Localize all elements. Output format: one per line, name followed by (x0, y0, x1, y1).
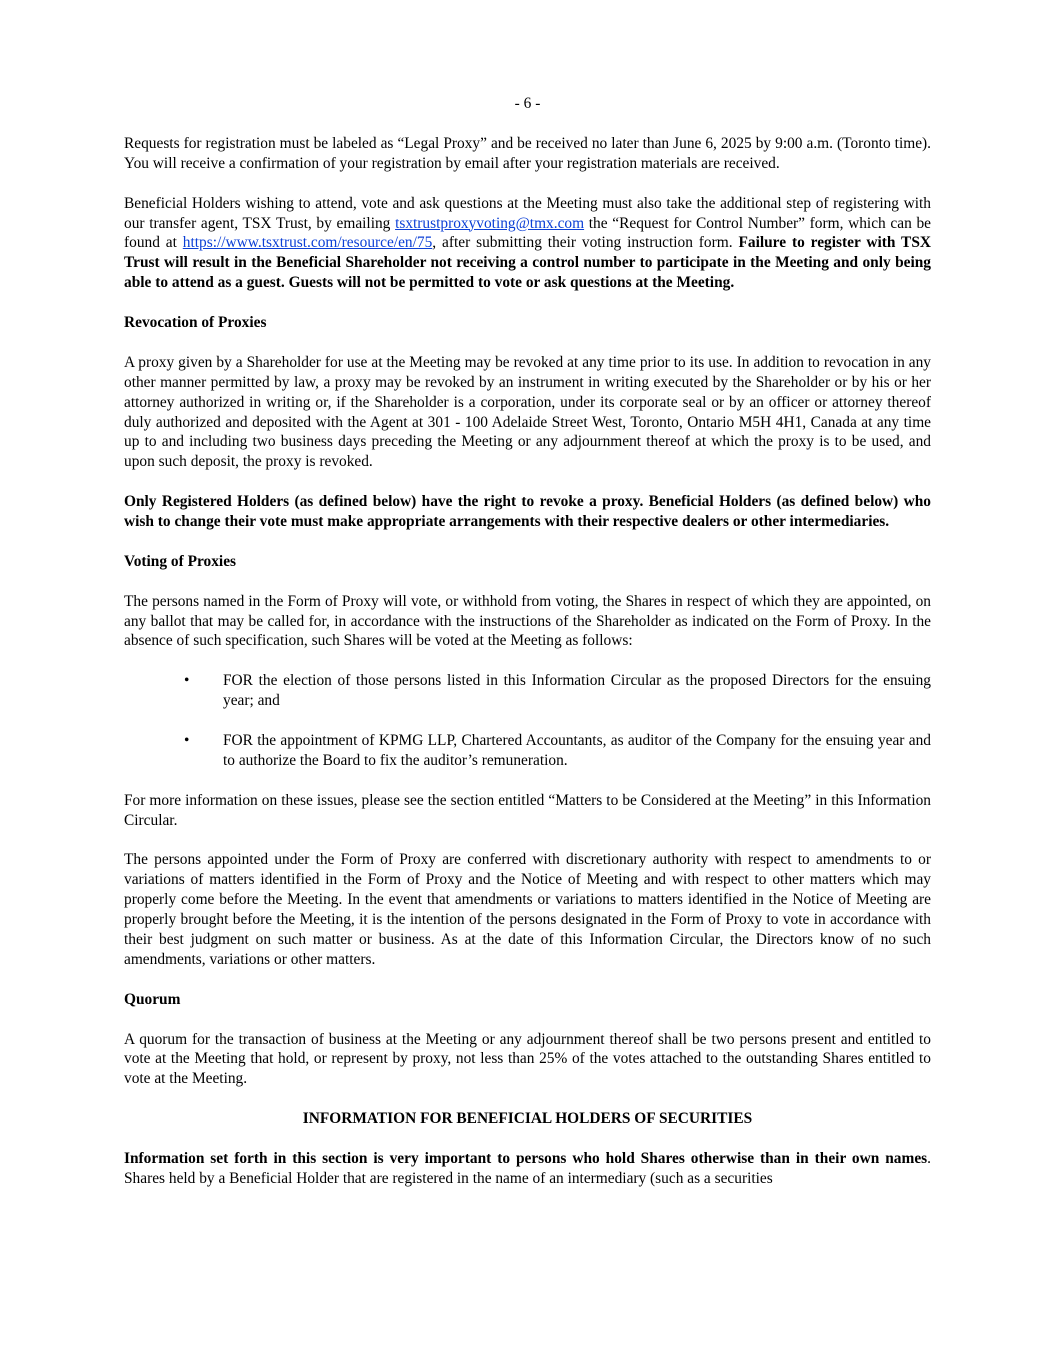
section-heading-voting: Voting of Proxies (124, 552, 237, 570)
section-heading-revocation: Revocation of Proxies (124, 314, 267, 332)
paragraph-legal-proxy-registration: Requests for registration must be labeled as “Legal Proxy” and be received no later than June 6, 2025 by 9:00 a.m. (Toronto time). You will receive a confirmation of your registration by email after your registration materials are received. (124, 134, 931, 172)
list-item-text: FOR the election of those persons listed in this Information Circular as the proposed Directors for the ensuing year; and (223, 672, 931, 710)
paragraph-text: Beneficial Holders wishing to attend, vote and ask questions at the Meeting must also take the additional step of registering with our transfer agent, TSX Trust, by emailing (124, 194, 931, 232)
paragraph-discretionary-authority: The persons appointed under the Form of Proxy are conferred with discretionary authority with respect to amendments to or variations of matters identified in the Form of Proxy and the Notice of Meeting and with respect to other matters which may properly come before the Meeting. In the event that amendments or variations to matters identified in the Notice of Meeting are properly brought before the Meeting, it is the intention of the persons designated in the Form of Proxy to vote in accordance with their best judgment on such matter or business. As at the date of this Information Circular, the Directors know of no such amendments, variations or other matters. (124, 851, 931, 968)
document-page (124, 94, 931, 1209)
bold-notice-text: Only Registered Holders (as defined below) have the right to revoke a proxy. Beneficial Holders (as defined below) who wish to change their vote must make appropriate arrangements with their respective dealers or other intermediaries. (124, 493, 931, 531)
url-link[interactable]: https://www.tsxtrust.com/resource/en/75 (182, 234, 433, 252)
bold-warning-text: Failure to register with TSX Trust will result in the Beneficial Shareholder not receiving a control number to participate in the Meeting and only being able to attend as a guest. Guests will not be permitted to vote or ask questions at the Meeting. (124, 234, 931, 292)
email-link[interactable]: tsxtrustproxyvoting@tmx.com (395, 214, 585, 232)
section-heading-quorum: Quorum (124, 990, 181, 1008)
paragraph-control-number-registration (124, 194, 931, 294)
paragraph-text: , after submitting their voting instruction form. (432, 234, 739, 252)
list-item-text: FOR the appointment of KPMG LLP, Chartered Accountants, as auditor of the Company for the ensuing year and to authorize the Board to fix the auditor’s remuneration. (223, 731, 931, 769)
paragraph-revocation: A proxy given by a Shareholder for use at the Meeting may be revoked at any time prior to its use. In addition to revocation in any other manner permitted by law, a proxy may be revoked by an instrument in writing executed by the Shareholder or by his or her attorney authorized in writing or, if the Shareholder is a corporation, under its corporate seal or by an officer or attorney thereof duly authorized and deposited with the Agent at 301 - 100 Adelaide Street West, Toronto, Ontario M5H 4H1, Canada at any time up to and including two business days preceding the Meeting or any adjournment thereof at which the proxy is to be used, and upon such deposit, the proxy is revoked. (124, 353, 931, 471)
bullet-icon: • (184, 672, 190, 690)
list-item (124, 731, 931, 771)
section-heading-beneficial-holders: INFORMATION FOR BENEFICIAL HOLDERS OF SECURITIES (302, 1110, 753, 1128)
bold-intro-text: Information set forth in this section is very important to persons who hold Shares otherwise than in their own names (124, 1149, 928, 1167)
paragraph-voting: The persons named in the Form of Proxy will vote, or withhold from voting, the Shares in respect of which they are appointed, on any ballot that may be called for, in accordance with the instructions of the Shareholder as indicated on the Form of Proxy. In the absence of such specification, such Shares will be voted at the Meeting as follows: (124, 592, 931, 650)
paragraph-more-information: For more information on these issues, please see the section entitled “Matters to be Considered at the Meeting” in this Information Circular. (124, 791, 931, 829)
bullet-icon: • (184, 731, 190, 749)
paragraph-registered-holders-notice (124, 492, 931, 532)
list-item (124, 671, 931, 711)
paragraph-text: the “Request for Control Number” form, which can be found at (124, 214, 931, 252)
page-number: - 6 - (514, 95, 541, 112)
paragraph-text: . Shares held by a Beneficial Holder that are registered in the name of an intermediary (such as a securities (124, 1149, 931, 1187)
voting-bullet-list (124, 671, 931, 771)
paragraph-beneficial-holders (124, 1149, 931, 1189)
paragraph-quorum: A quorum for the transaction of business at the Meeting or any adjournment thereof shall be two persons present and entitled to vote at the Meeting that hold, or represent by proxy, not less than 25% of the votes attached to the outstanding Shares entitled to vote at the Meeting. (124, 1030, 931, 1088)
